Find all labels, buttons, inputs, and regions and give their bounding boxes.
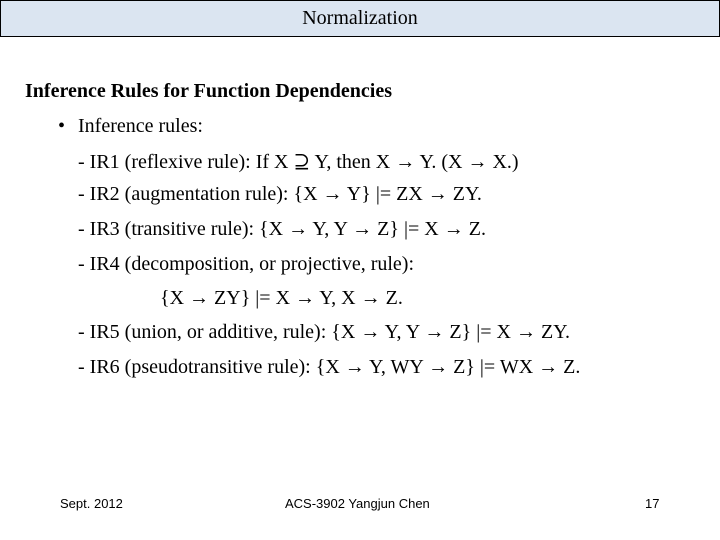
rule-ir4-formula: {X → ZY} |= X → Y, X → Z. (160, 287, 403, 309)
rule-ir5: - IR5 (union, or additive, rule): {X → Y, Y → Z} |= X → ZY. (78, 321, 571, 343)
rule-ir3: - IR3 (transitive rule): {X → Y, Y → Z} |= X → Z. (78, 218, 486, 240)
bullet-icon: • (58, 115, 66, 137)
rule-ir4: - IR4 (decomposition, or projective, rule): (78, 253, 415, 275)
slide-title: Normalization (302, 7, 418, 29)
bullet-item (58, 115, 203, 138)
rule-ir6: - IR6 (pseudotransitive rule): {X → Y, WY → Z} |= WX → Z. (78, 356, 581, 378)
rule-ir1: - IR1 (reflexive rule): If X ⊇ Y, then X → Y. (X → X.) (78, 151, 519, 173)
slide-heading: Inference Rules for Function Dependencies (25, 80, 393, 102)
footer-course: ACS-3902 Yangjun Chen (285, 496, 430, 511)
footer-date: Sept. 2012 (60, 496, 123, 511)
footer-page-number: 17 (645, 496, 660, 511)
rule-ir2: - IR2 (augmentation rule): {X → Y} |= ZX → ZY. (78, 183, 482, 205)
bullet-text: Inference rules: (78, 115, 203, 137)
